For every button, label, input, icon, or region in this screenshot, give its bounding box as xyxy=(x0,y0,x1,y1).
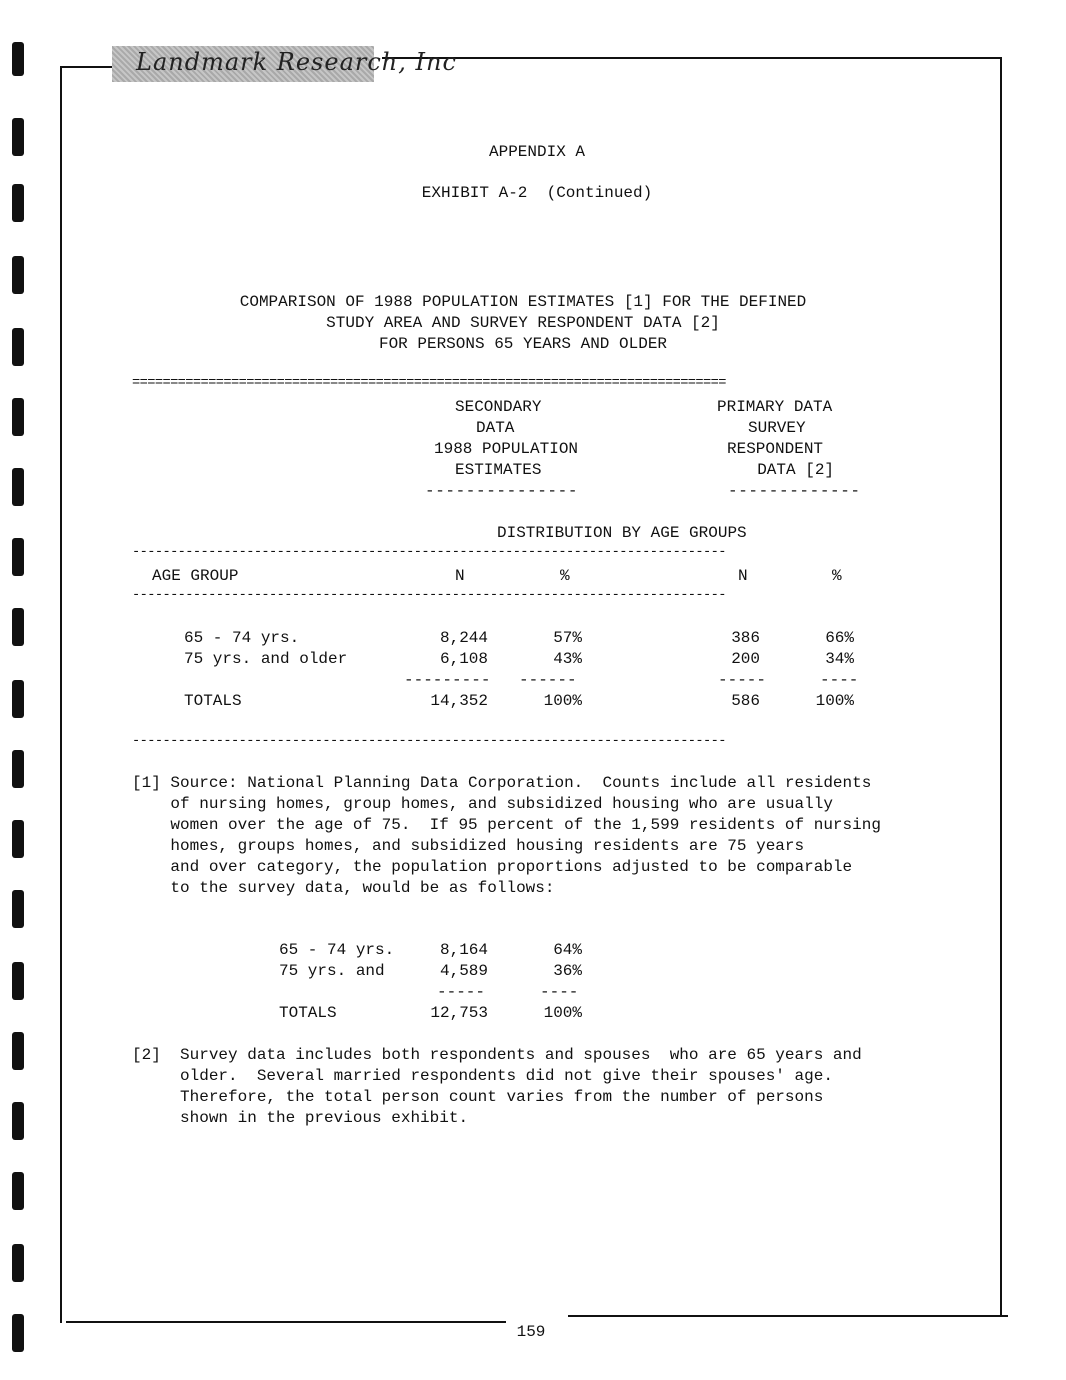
primary-header-line: SURVEY xyxy=(748,419,806,437)
frame-border xyxy=(1000,57,1002,1317)
binding-hole xyxy=(12,256,24,294)
primary-header-line: PRIMARY DATA xyxy=(717,398,833,416)
frame-border xyxy=(568,1315,1008,1317)
secondary-header-line: ESTIMATES xyxy=(455,461,542,479)
binding-hole xyxy=(12,468,24,506)
table-title-line: COMPARISON OF 1988 POPULATION ESTIMATES [1] FOR THE DEFINED xyxy=(239,293,807,311)
footnote-line: Therefore, the total person count varies from the number of persons xyxy=(132,1088,824,1106)
frame-border xyxy=(60,66,62,1323)
cell-pct-primary: 34% xyxy=(825,650,854,668)
frame-border xyxy=(66,1321,506,1323)
row-label: 65 - 74 yrs. xyxy=(184,629,300,647)
adjusted-totals-n: 12,753 xyxy=(430,1004,488,1022)
binding-hole xyxy=(12,820,24,858)
col-header-age-group: AGE GROUP xyxy=(152,567,239,585)
secondary-header-line: DATA xyxy=(476,419,515,437)
adjusted-pct: 64% xyxy=(553,941,582,959)
binding-hole xyxy=(12,398,24,436)
footnote-line: older. Several married respondents did not give their spouses' age. xyxy=(132,1067,833,1085)
page-number: 159 xyxy=(516,1323,546,1341)
subtotal-rule: --------- xyxy=(404,671,491,689)
adjusted-totals-label: TOTALS xyxy=(279,1004,337,1022)
exhibit-heading: EXHIBIT A-2 (Continued) xyxy=(421,184,653,202)
adjusted-n: 4,589 xyxy=(439,962,488,980)
subtotal-rule: ------ xyxy=(519,671,577,689)
binding-hole xyxy=(12,890,24,928)
adjusted-label: 65 - 74 yrs. xyxy=(279,941,395,959)
binding-hole xyxy=(12,538,24,576)
totals-pct-secondary: 100% xyxy=(543,692,582,710)
binding-hole xyxy=(12,750,24,788)
col-header-n-primary: N xyxy=(738,567,748,585)
distribution-title: DISTRIBUTION BY AGE GROUPS xyxy=(497,524,747,542)
footnote-line: to the survey data, would be as follows: xyxy=(132,879,555,897)
cell-pct-secondary: 57% xyxy=(553,629,582,647)
secondary-header-line: 1988 POPULATION xyxy=(434,440,579,458)
adjusted-rule: ----- xyxy=(437,983,486,1001)
row-label: 75 yrs. and older xyxy=(184,650,348,668)
binding-hole xyxy=(12,962,24,1000)
adjusted-label: 75 yrs. and xyxy=(279,962,385,980)
binding-hole xyxy=(12,118,24,156)
subtotal-rule: ---- xyxy=(820,671,859,689)
binding-hole xyxy=(12,1244,24,1282)
binding-hole xyxy=(12,328,24,366)
totals-n-secondary: 14,352 xyxy=(430,692,488,710)
frame-border xyxy=(382,57,1002,59)
binding-hole xyxy=(12,680,24,718)
appendix-heading: APPENDIX A xyxy=(488,143,585,161)
footnote-line: of nursing homes, group homes, and subsidized housing who are usually xyxy=(132,795,833,813)
binding-hole xyxy=(12,184,24,222)
adjusted-n: 8,164 xyxy=(439,941,488,959)
cell-pct-primary: 66% xyxy=(825,629,854,647)
table-title-line: STUDY AREA AND SURVEY RESPONDENT DATA [2] xyxy=(326,314,720,332)
footnote-line: [2] Survey data includes both respondents and spouses who are 65 years and xyxy=(132,1046,862,1064)
primary-underline: ------------- xyxy=(728,482,861,500)
primary-header-line: DATA [2] xyxy=(738,461,835,479)
binding-hole xyxy=(12,1172,24,1210)
binding-hole xyxy=(12,42,24,76)
footnote-line: women over the age of 75. If 95 percent of the 1,599 residents of nursing xyxy=(132,816,881,834)
col-header-pct-secondary: % xyxy=(560,567,570,585)
secondary-header-line: SECONDARY xyxy=(455,398,542,416)
company-logo xyxy=(112,46,457,82)
totals-n-primary: 586 xyxy=(731,692,760,710)
binding-hole xyxy=(12,1102,24,1140)
dash-rule: ------------------------------------------------------------------------------ xyxy=(132,734,726,749)
dash-rule: ------------------------------------------------------------------------------ xyxy=(132,588,726,603)
cell-pct-secondary: 43% xyxy=(553,650,582,668)
footnote-line: [1] Source: National Planning Data Corporation. Counts include all residents xyxy=(132,774,872,792)
totals-pct-primary: 100% xyxy=(815,692,854,710)
company-logo-text: Landmark Research, Inc xyxy=(136,48,457,76)
binding-hole xyxy=(12,1314,24,1352)
col-header-n-secondary: N xyxy=(455,567,465,585)
footnote-line: homes, groups homes, and subsidized housing residents are 75 years xyxy=(132,837,805,855)
adjusted-totals-pct: 100% xyxy=(543,1004,582,1022)
primary-header-line: RESPONDENT xyxy=(727,440,824,458)
frame-border xyxy=(60,66,112,68)
double-rule: ============================================================================== xyxy=(132,376,726,391)
footnote-line: and over category, the population proportions adjusted to be comparable xyxy=(132,858,853,876)
cell-n-primary: 386 xyxy=(731,629,760,647)
totals-label: TOTALS xyxy=(184,692,242,710)
cell-n-secondary: 8,244 xyxy=(439,629,488,647)
secondary-underline: --------------- xyxy=(425,482,579,500)
cell-n-primary: 200 xyxy=(731,650,760,668)
binding-hole xyxy=(12,608,24,646)
footnote-line: shown in the previous exhibit. xyxy=(132,1109,469,1127)
col-header-pct-primary: % xyxy=(832,567,842,585)
adjusted-rule: ---- xyxy=(540,983,579,1001)
binding-hole xyxy=(12,1032,24,1070)
table-title-line: FOR PERSONS 65 YEARS AND OLDER xyxy=(378,335,668,353)
dash-rule: ------------------------------------------------------------------------------ xyxy=(132,545,726,560)
adjusted-pct: 36% xyxy=(553,962,582,980)
subtotal-rule: ----- xyxy=(718,671,767,689)
cell-n-secondary: 6,108 xyxy=(439,650,488,668)
